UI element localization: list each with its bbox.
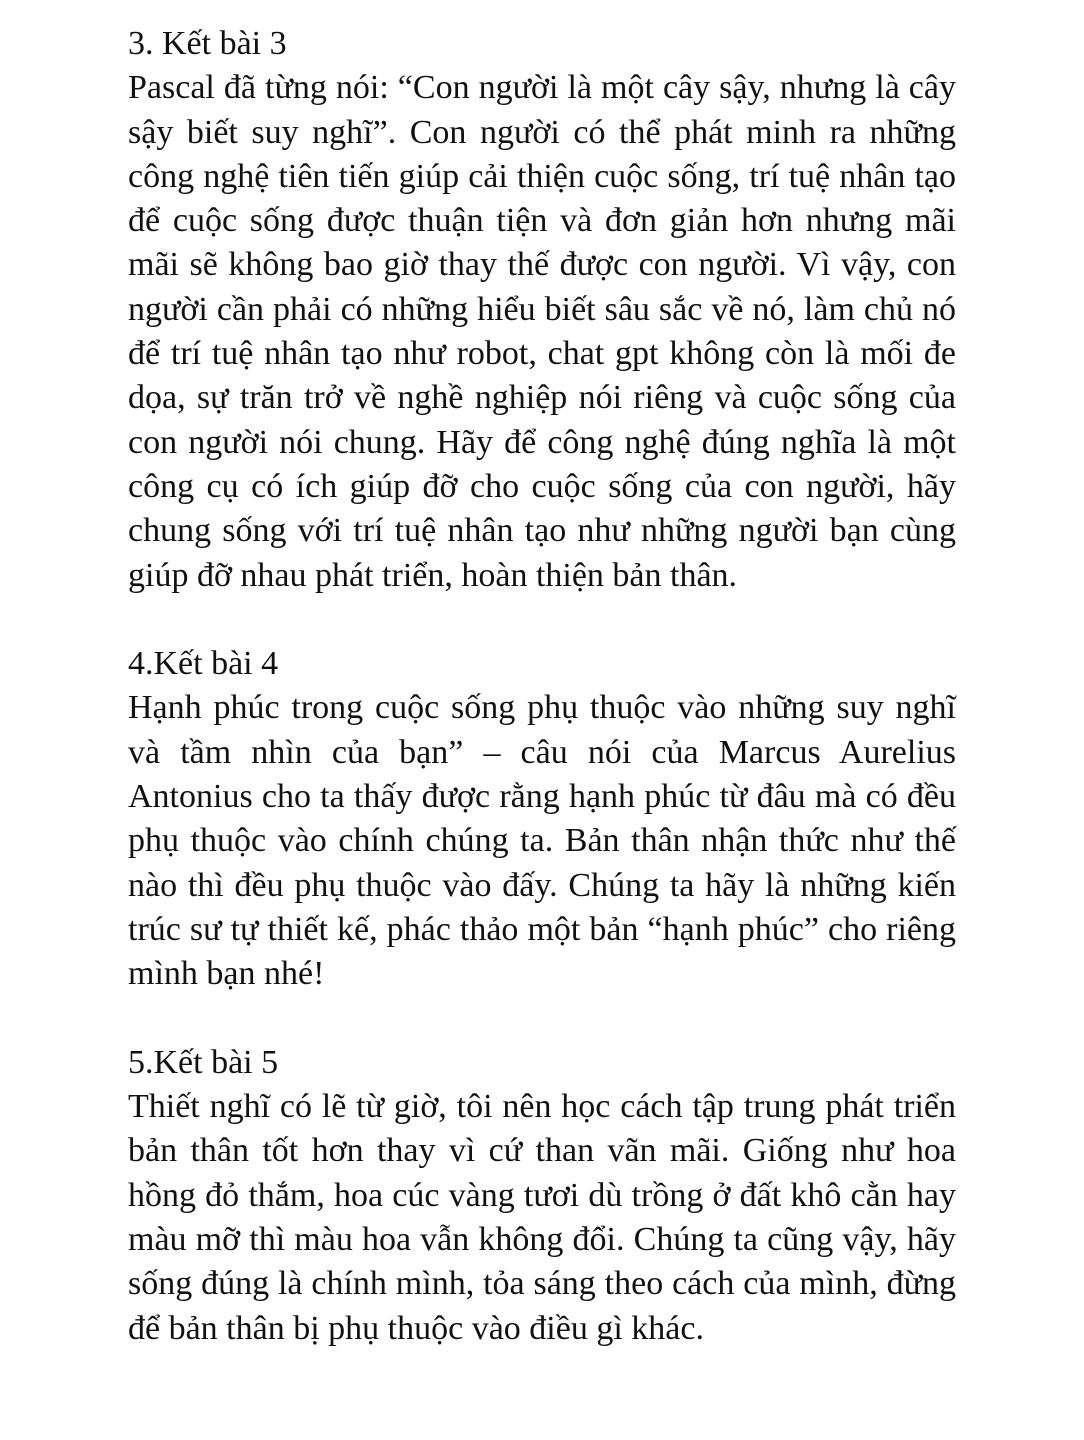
section-heading: 5.Kết bài 5: [128, 1043, 279, 1081]
section-paragraph: Thiết nghĩ có lẽ từ giờ, tôi nên học cách tập trung phát triển bản thân tốt hơn thay vì cứ than vãn mãi. Giống như hoa hồng đỏ thắm, hoa cúc vàng tươi dù trồng ở đất khô cằn hay màu mỡ thì màu hoa vẫn không đổi. Chúng ta cũng vậy, hãy sống đúng là chính mình, tỏa sáng theo cách của mình, đừng để bản thân bị phụ thuộc vào điều gì khác.: [128, 1088, 956, 1347]
section-paragraph: Pascal đã từng nói: “Con người là một cây sậy, nhưng là cây sậy biết suy nghĩ”. Con người có thể phát minh ra những công nghệ tiên tiến giúp cải thiện cuộc sống, trí tuệ nhân tạo để cuộc sống được thuận tiện và đơn giản hơn nhưng mãi mãi sẽ không bao giờ thay thế được con người. Vì vậy, con người cần phải có những hiểu biết sâu sắc về nó, làm chủ nó để trí tuệ nhân tạo như robot, chat gpt không còn là mối đe dọa, sự trăn trở về nghề nghiệp nói riêng và cuộc sống của con người nói chung. Hãy để công nghệ đúng nghĩa là một công cụ có ích giúp đỡ cho cuộc sống của con người, hãy chung sống với trí tuệ nhân tạo như những người bạn cùng giúp đỡ nhau phát triển, hoàn thiện bản thân.: [128, 69, 956, 594]
section-heading: 4.Kết bài 4: [128, 645, 279, 683]
section-ket-bai-4: [128, 642, 956, 996]
section-ket-bai-5: [128, 1041, 956, 1351]
section-ket-bai-3: [128, 22, 956, 598]
document-page: [128, 22, 956, 1351]
section-heading: 3. Kết bài 3: [128, 25, 287, 62]
section-paragraph: Hạnh phúc trong cuộc sống phụ thuộc vào những suy nghĩ và tầm nhìn của bạn” – câu nói của Marcus Aurelius Antonius cho ta thấy được rằng hạnh phúc từ đâu mà có đều phụ thuộc vào chính chúng ta. Bản thân nhận thức như thế nào thì đều phụ thuộc vào đấy. Chúng ta hãy là những kiến trúc sư tự thiết kế, phác thảo một bản “hạnh phúc” cho riêng mình bạn nhé!: [128, 689, 956, 993]
